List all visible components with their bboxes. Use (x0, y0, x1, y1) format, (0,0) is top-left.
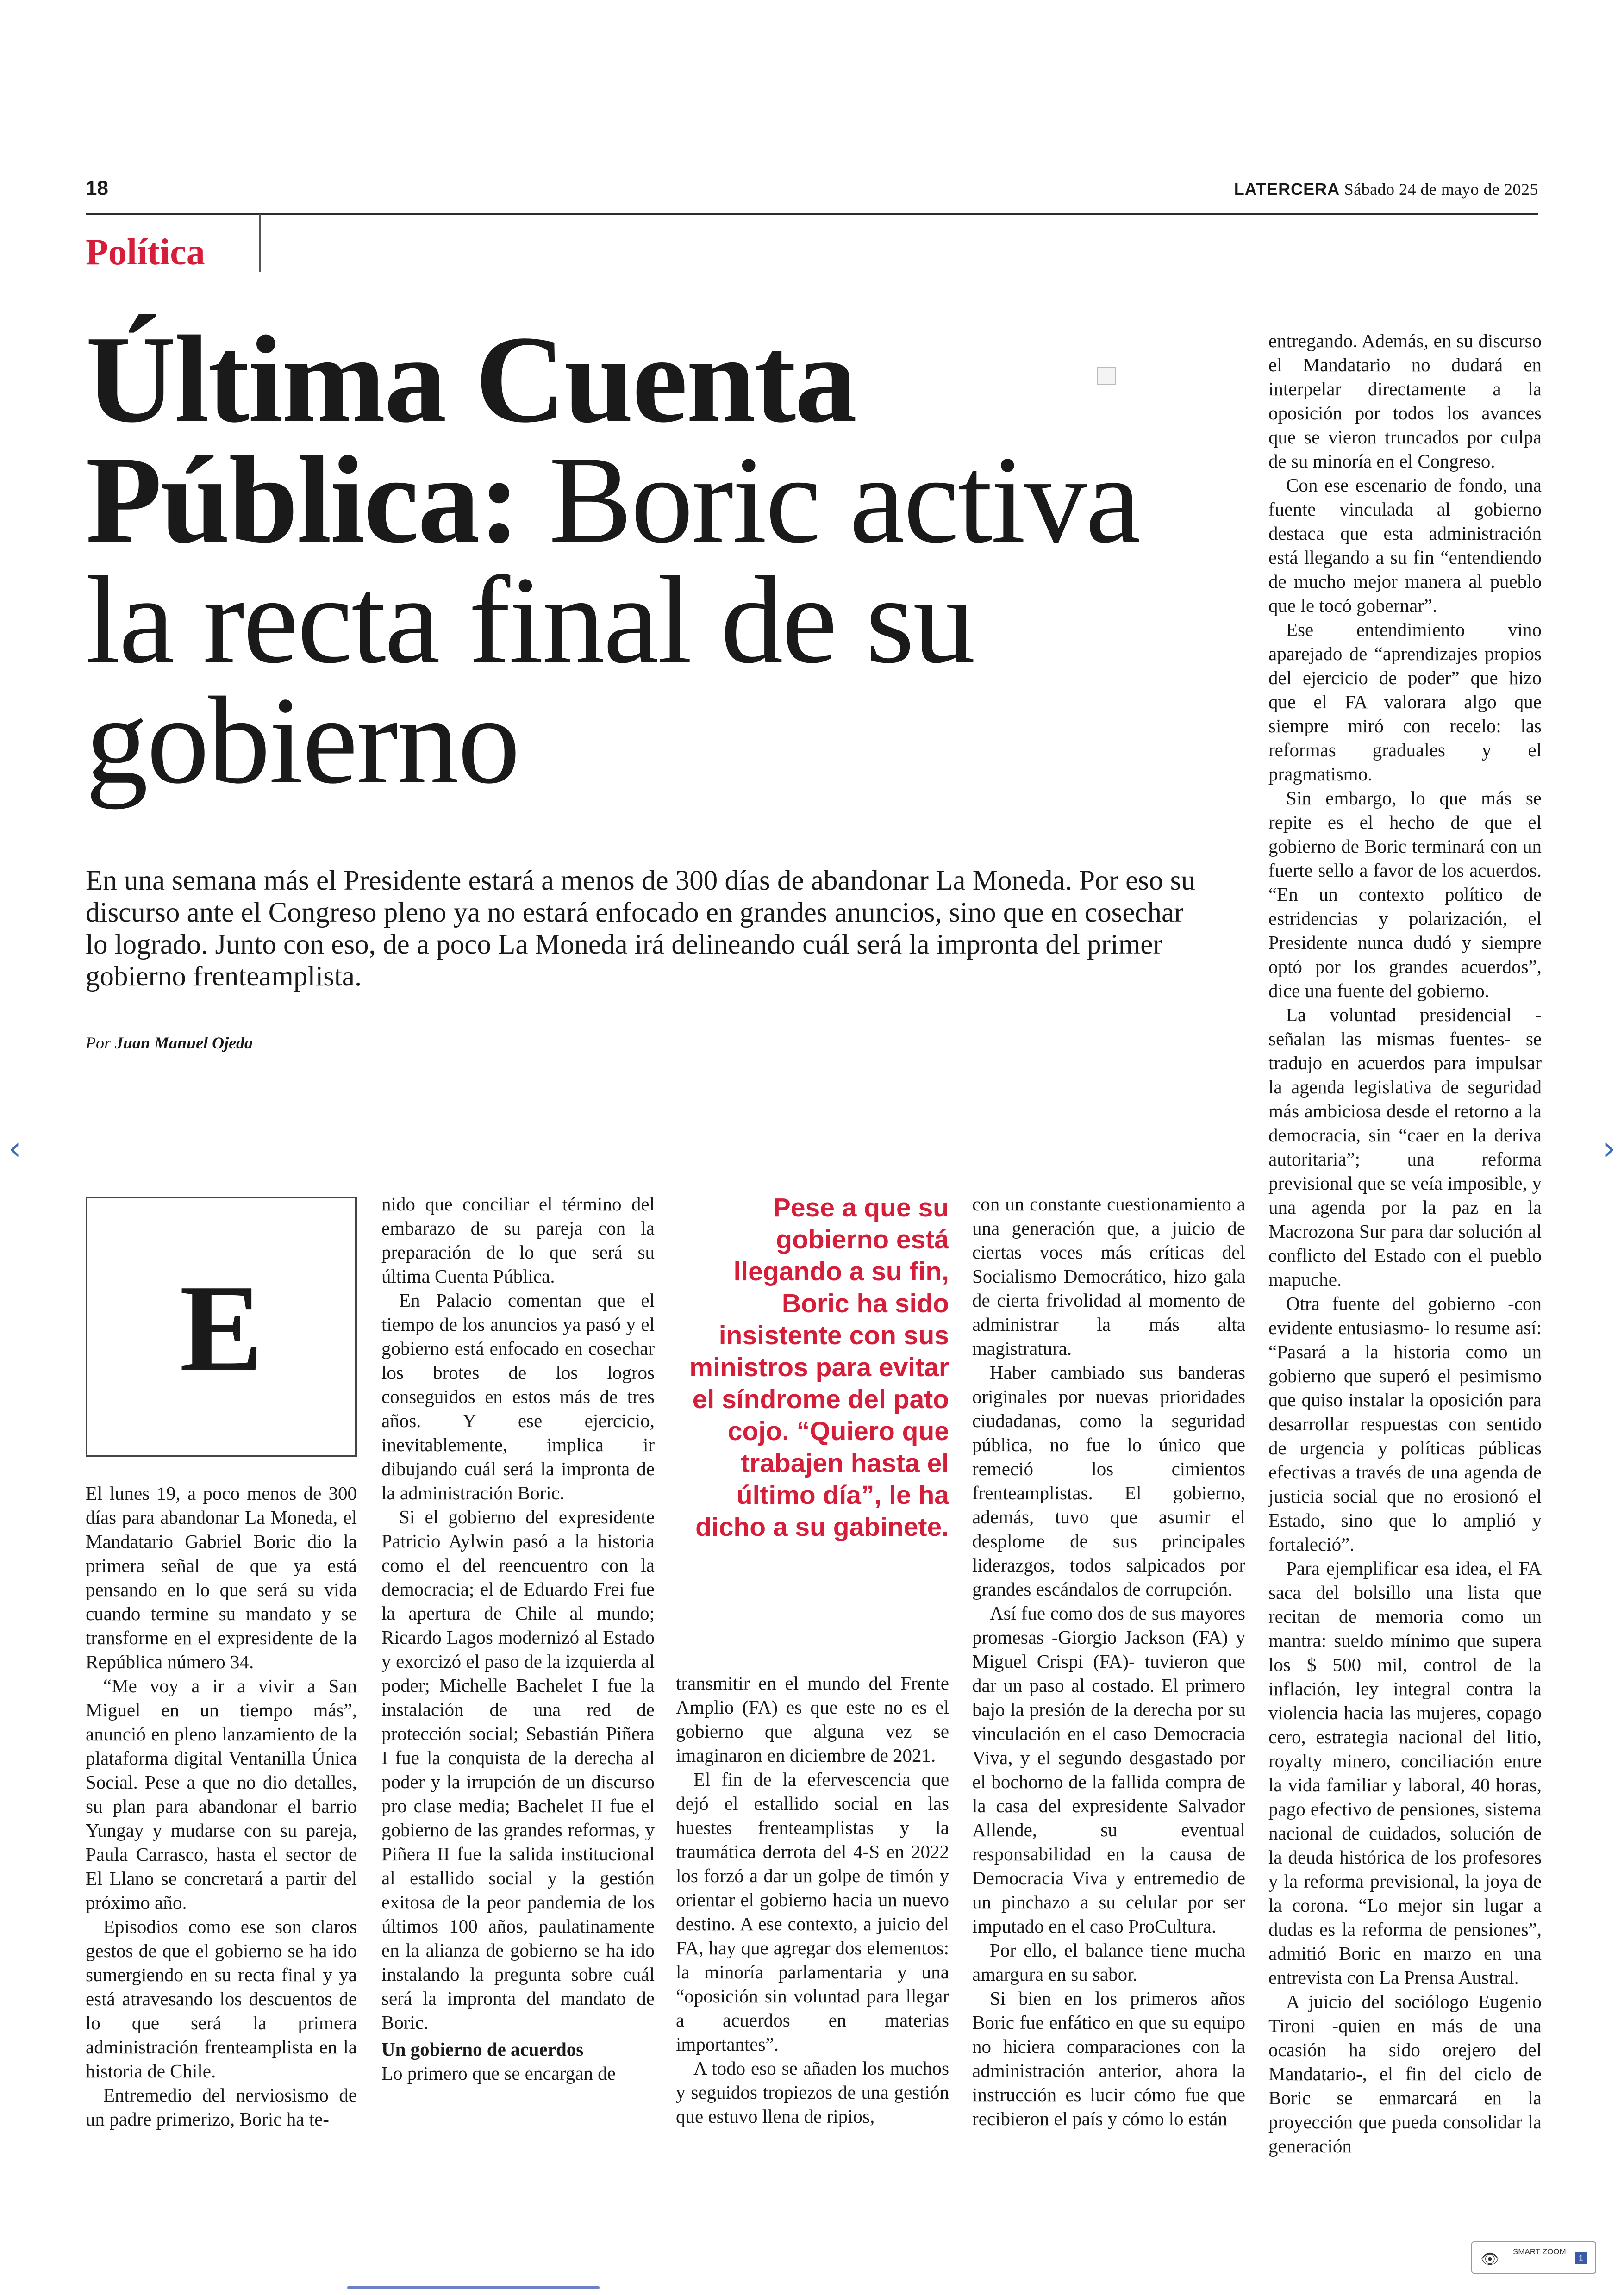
paragraph: El fin de la efervescencia que dejó el estallido social en las huestes frenteamplistas y la traumática derrota del 4-S en 2022 los forzó a dar un golpe de timón y orientar el gobierno hacia un nuevo destino. A ese contexto, a juicio del FA, hay que agregar dos elementos: la minoría parlamentaria y una “oposición sin voluntad para llegar a acuerdos en materias importantes”. (676, 1769, 949, 2055)
paragraph: Haber cambiado sus banderas originales por nuevas prioridades ciudadanas, como la seguridad pública, no fue lo único que remeció los cimientos frenteamplistas. El gobierno, además, tuvo que asumir el desplome de sus principales liderazgos, todos salpicados por grandes escándalos de corrupción. (972, 1362, 1245, 1600)
paragraph: “Me voy a ir a vivir a San Miguel en un tiempo más”, anunció en pleno lanzamiento de la plataforma digital Ventanilla Única Social. Pese a que no dio detalles, su plan para abandonar el barrio Yungay y mudarse con su pareja, Paula Carrasco, hasta el sector de El Llano se concretará a partir del próximo año. (86, 1675, 357, 1913)
paragraph: Si el gobierno del expresidente Patricio Aylwin pasó a la historia como el del reencuentro con la democracia; el de Eduardo Frei fue la apertura de Chile al mundo; Ricardo Lagos modernizó al Estado y exorcizó el paso de la izquierda al poder; Michelle Bachelet I fue la instalación de una red de protección social; Sebastián Piñera I fue la conquista de la derecha al poder y la irrupción de un discurso pro clase media; Bachelet II fue el gobierno de las grandes reformas, y Piñera II fue la salida institucional al estallido social y la gestión exitosa de la peor pandemia de los últimos 100 años, paulatinamente en la alianza de gobierno se ha ido instalando la pregunta sobre cuál será la impronta del mandato de Boric. (381, 1506, 655, 2033)
section-divider (259, 214, 261, 272)
masthead (1234, 180, 1538, 199)
smart-zoom-badge: 1 (1575, 2252, 1587, 2264)
paragraph: Otra fuente del gobierno -con evidente entusiasmo- lo resume así: “Pasará a la historia como un gobierno que superó el pesimismo que quiso instalar la oposición para desarrollar respuestas con sentido de urgencia y políticas públicas efectivas a través de una agenda de justicia social que no erosionó el Estado, sino que lo amplió y fortaleció”. (1268, 1293, 1542, 1555)
eye-icon: 👁 (1480, 2251, 1499, 2267)
paragraph: La voluntad presidencial -señalan las mismas fuentes- se tradujo en acuerdos para impulsar la agenda legislativa de seguridad más ambiciosa desde el retorno a la democracia, sin “caer en la deriva autoritaria”; una reforma previsional que se veía imposible, y una agenda por la paz en la Macrozona Sur para dar solución al conflicto del Estado con el pueblo mapuche. (1268, 1004, 1542, 1290)
paragraph: En Palacio comentan que el tiempo de los anuncios ya pasó y el gobierno está enfocado en cosechar los brotes de los logros conseguidos en estos más de tres años. Y ese ejercicio, inevitablemente, implica ir dibujando cuál será la impronta de la administración Boric. (381, 1290, 655, 1503)
byline (86, 1033, 253, 1053)
horizontal-scrollbar[interactable] (347, 2286, 600, 2289)
pull-quote: Pese a que su gobierno está llegando a su fin, Boric ha sido insistente con sus ministros para evitar el síndrome del pato cojo. “Quiero que trabajen hasta el último día”, le ha dicho a su gabinete. (689, 1193, 949, 1542)
paragraph: Si bien en los primeros años Boric fue enfático en que su equipo no hiciera comparaciones con la administración anterior, ahora la instrucción es lucir cómo fue que recibieron el país y cómo lo están (972, 1988, 1245, 2129)
issue-date: Sábado 24 de mayo de 2025 (1344, 180, 1538, 199)
body-column-5 (1268, 329, 1542, 2157)
headline-light: Boric activa la recta final de su gobierno (86, 430, 1140, 810)
dropcap-letter: E (179, 1259, 263, 1397)
body-column-2 (381, 1192, 655, 2132)
paragraph: Con ese escenario de fondo, una fuente vinculada al gobierno destaca que esta administración está llegando a su fin “entendiendo de mucho mejor manera al pueblo que le tocó gobernar”. (1268, 474, 1542, 616)
paragraph: Así fue como dos de sus mayores promesas -Giorgio Jackson (FA) y Miguel Crispi (FA)- tuvieron que dar un paso al costado. El primero bajo la presión de la derecha por su vinculación en el caso Democracia Viva, y el segundo desgastado por el bochorno de la fallida compra de la casa del expresidente Salvador Allende, su eventual responsabilidad en la causa de Democracia Viva y entremedio de un pinchazo a su celular por ser imputado en el caso ProCultura. (972, 1603, 1245, 1937)
next-page-chevron-icon[interactable]: › (1603, 1129, 1616, 1167)
paragraph: Episodios como ese son claros gestos de que el gobierno se ha ido sumergiendo en su recta final y ya está atravesando los descuentos de lo que será la primera administración frenteamplista en la historia de Chile. (86, 1916, 357, 2082)
paragraph: con un constante cuestionamiento a una generación que, a juicio de ciertas voces más críticas del Socialismo Democrático, hizo gala de cierta frivolidad al momento de administrar la más alta magistratura. (972, 1193, 1245, 1359)
byline-prefix: Por (86, 1034, 111, 1052)
paragraph: Para ejemplificar esa idea, el FA saca del bolsillo una lista que recitan de memoria como un mantra: sueldo mínimo que supera los $ 500 mil, control de la inflación, ley integral contra la violencia hacia las mujeres, copago cero, estrategia nacional del litio, royalty minero, conciliación entre la vida familiar y laboral, 40 horas, pago efectivo de pensiones, sistema nacional de cuidados, solución de la deuda histórica de los profesores y la reforma previsional, la joya de la corona. “Lo mejor sin lugar a dudas es la reforma de pensiones”, admitió Boric en marzo en una entrevista con La Prensa Austral. (1268, 1558, 1542, 1988)
smart-zoom-button[interactable] (1471, 2241, 1596, 2274)
paragraph: Por ello, el balance tiene mucha amargura en su sabor. (972, 1940, 1245, 1985)
header-rule (86, 213, 1538, 215)
page-number: 18 (86, 177, 108, 200)
paragraph: Sin embargo, lo que más se repite es el hecho de que el gobierno de Boric terminará con un fuerte sello a favor de los acuerdos. “En un contexto político de estridencias y polarización, el Presidente nunca dudó y siempre optó por los grandes acuerdos”, dice una fuente del gobierno. (1268, 787, 1542, 1001)
body-column-4 (972, 1192, 1245, 2132)
prev-page-chevron-icon[interactable]: ‹ (8, 1129, 21, 1167)
paragraph: Lo primero que se encargan de (381, 2063, 616, 2084)
lead-paragraph: En una semana más el Presidente estará a menos de 300 días de abandonar La Moneda. Por eso su discurso ante el Congreso pleno ya no estará enfocado en grandes anuncios, sino que en cosechar lo logrado. Junto con eso, de a poco La Moneda irá delineando cuál será la impronta del primer gobierno frenteamplista. (86, 865, 1195, 992)
media-marker-icon[interactable] (1097, 367, 1116, 385)
paragraph: Entremedio del nerviosismo de un padre primerizo, Boric ha te- (86, 2084, 357, 2130)
dropcap-box (86, 1197, 357, 1457)
smart-zoom-label: SMART ZOOM (1513, 2247, 1566, 2256)
section-title: Política (86, 232, 205, 273)
paragraph: nido que conciliar el término del embarazo de su pareja con la preparación de lo que será su última Cuenta Pública. (381, 1193, 655, 1287)
body-column-3 (676, 1671, 949, 2132)
paragraph: El lunes 19, a poco menos de 300 días para abandonar La Moneda, el Mandatario Gabriel Boric dio la primera señal de que ya está pensando en lo que será su vida cuando termine su mandato y se transforme en el expresidente de la República número 34. (86, 1483, 357, 1672)
paragraph: A juicio del sociólogo Eugenio Tironi -quien en más de una ocasión ha sido orejero del Mandatario-, el fin del ciclo de Boric se enmarcará en la proyección que pueda consolidar la generación (1268, 1991, 1542, 2157)
author-name: Juan Manuel Ojeda (115, 1034, 253, 1052)
body-column-1 (86, 1481, 357, 2129)
paragraph: transmitir en el mundo del Frente Amplio (FA) es que este no es el gobierno que alguna vez se imaginaron en diciembre de 2021. (676, 1672, 949, 1766)
paragraph: entregando. Además, en su discurso el Mandatario no dudará en interpelar directamente a la oposición por todos los avances que se vieron truncados por culpa de su minoría en el Congreso. (1268, 330, 1542, 472)
paragraph: Ese entendimiento vino aparejado de “aprendizajes propios del ejercicio de poder” que hizo que el FA valorara algo que siempre miró con recelo: las reformas graduales y el pragmatismo. (1268, 619, 1542, 785)
headline (86, 310, 1215, 810)
newspaper-brand: LATERCERA (1234, 180, 1340, 199)
subheading: Un gobierno de acuerdos (381, 2039, 584, 2060)
paragraph: A todo eso se añaden los muchos y seguidos tropiezos de una gestión que estuvo llena de ripios, (676, 2058, 949, 2127)
headline-bold: Última Cuenta Pública: (86, 310, 856, 569)
